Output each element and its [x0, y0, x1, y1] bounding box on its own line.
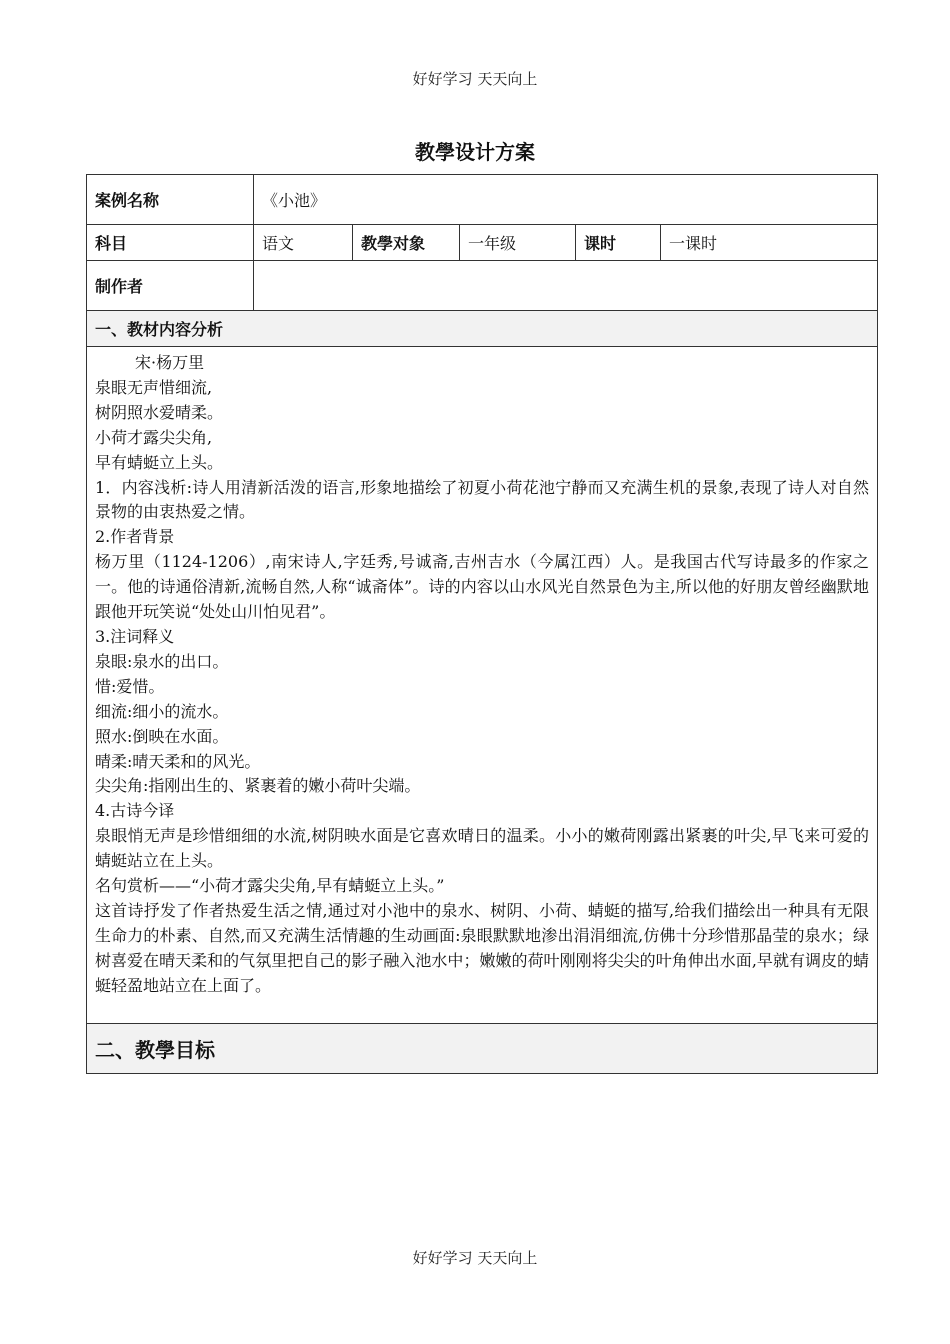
- section2-header-row: [87, 1023, 878, 1073]
- glossary-item: 晴柔:晴天柔和的风光。: [95, 751, 261, 771]
- author-background-paragraph: 杨万里（1124-1206）,南宋诗人,字廷秀,号诚斋,吉州吉水（今属江西）人。是我国古代写诗最多的作家之一。他的诗通俗清新,流畅自然,人称“诚斋体”。诗的内容以山水风光自然景色为主,所以他的好朋友曾经幽默地跟他开玩笑说“处处山川怕见君”。: [95, 552, 870, 622]
- glossary-item: 惜:爱惜。: [95, 676, 165, 696]
- translation-paragraph: 泉眼悄无声是珍惜细细的水流,树阴映水面是它喜欢晴日的温柔。小小的嫩荷刚露出紧裹的叶尖,早飞来可爱的蜻蜓站立在上头。: [95, 826, 870, 871]
- subject-label: 科目: [87, 225, 254, 261]
- period-value: 一课时: [661, 225, 878, 261]
- page-header: 好好学习 天天向上: [412, 70, 538, 88]
- document-title: 教學设计方案: [415, 140, 535, 164]
- poem-line: 小荷才露尖尖角,: [95, 427, 213, 447]
- case-name-row: [87, 175, 878, 225]
- target-label: 教學对象: [353, 225, 460, 261]
- case-name-value: 《小池》: [254, 175, 878, 225]
- target-value: 一年级: [460, 225, 576, 261]
- section1-content: [87, 347, 878, 1024]
- author-label: 制作者: [87, 261, 254, 311]
- page-footer: 好好学习 天天向上: [412, 1249, 538, 1267]
- subject-value: 语文: [254, 225, 353, 261]
- subsection-heading: 4.古诗今译: [95, 801, 175, 821]
- subsection-heading: 2.作者背景: [95, 527, 175, 547]
- period-label: 课时: [576, 225, 661, 261]
- section1-content-row: [87, 347, 878, 1024]
- glossary-item: 照水:倒映在水面。: [95, 726, 229, 746]
- glossary-item: 尖尖角:指刚出生的、紧裹着的嫩小荷叶尖端。: [95, 776, 421, 796]
- case-name-label: 案例名称: [87, 175, 254, 225]
- poem-line: 早有蜻蜓立上头。: [95, 452, 224, 472]
- glossary-item: 泉眼:泉水的出口。: [95, 651, 229, 671]
- section1-header-row: [87, 311, 878, 347]
- appreciation-paragraph: 这首诗抒发了作者热爱生活之情,通过对小池中的泉水、树阴、小荷、蜻蜓的描写,给我们描绘出一种具有无限生命力的朴素、自然,而又充满生活情趣的生动画面:泉眼默默地渗出涓涓细流,仿佛十分珍惜那晶莹的泉水；绿树喜爱在晴天柔和的气氛里把自己的影子融入池水中；嫩嫩的荷叶刚刚将尖尖的叶角伸出水面,早就有调皮的蜻蜓轻盈地站立在上面了。: [95, 900, 870, 995]
- poem-author: 宋·杨万里: [135, 353, 205, 372]
- subsection-heading: 3.注词释义: [95, 626, 175, 646]
- lesson-plan-table: [86, 174, 878, 1074]
- poem-line: 树阴照水爱晴柔。: [95, 402, 224, 422]
- author-row: [87, 261, 878, 311]
- section1-title: 一、教材内容分析: [87, 311, 878, 347]
- famous-line-heading: 名句赏析——“小荷才露尖尖角,早有蜻蜓立上头。”: [95, 876, 445, 896]
- author-value: [254, 261, 878, 311]
- poem-line: 泉眼无声惜细流,: [95, 377, 213, 397]
- subject-row: [87, 225, 878, 261]
- glossary-item: 细流:细小的流水。: [95, 701, 229, 721]
- section2-title: 二、教學目标: [87, 1023, 878, 1073]
- content-analysis-paragraph: 1．内容浅析:诗人用清新活泼的语言,形象地描绘了初夏小荷花池宁静而又充满生机的景象,表现了诗人对自然景物的由衷热爱之情。: [95, 477, 870, 522]
